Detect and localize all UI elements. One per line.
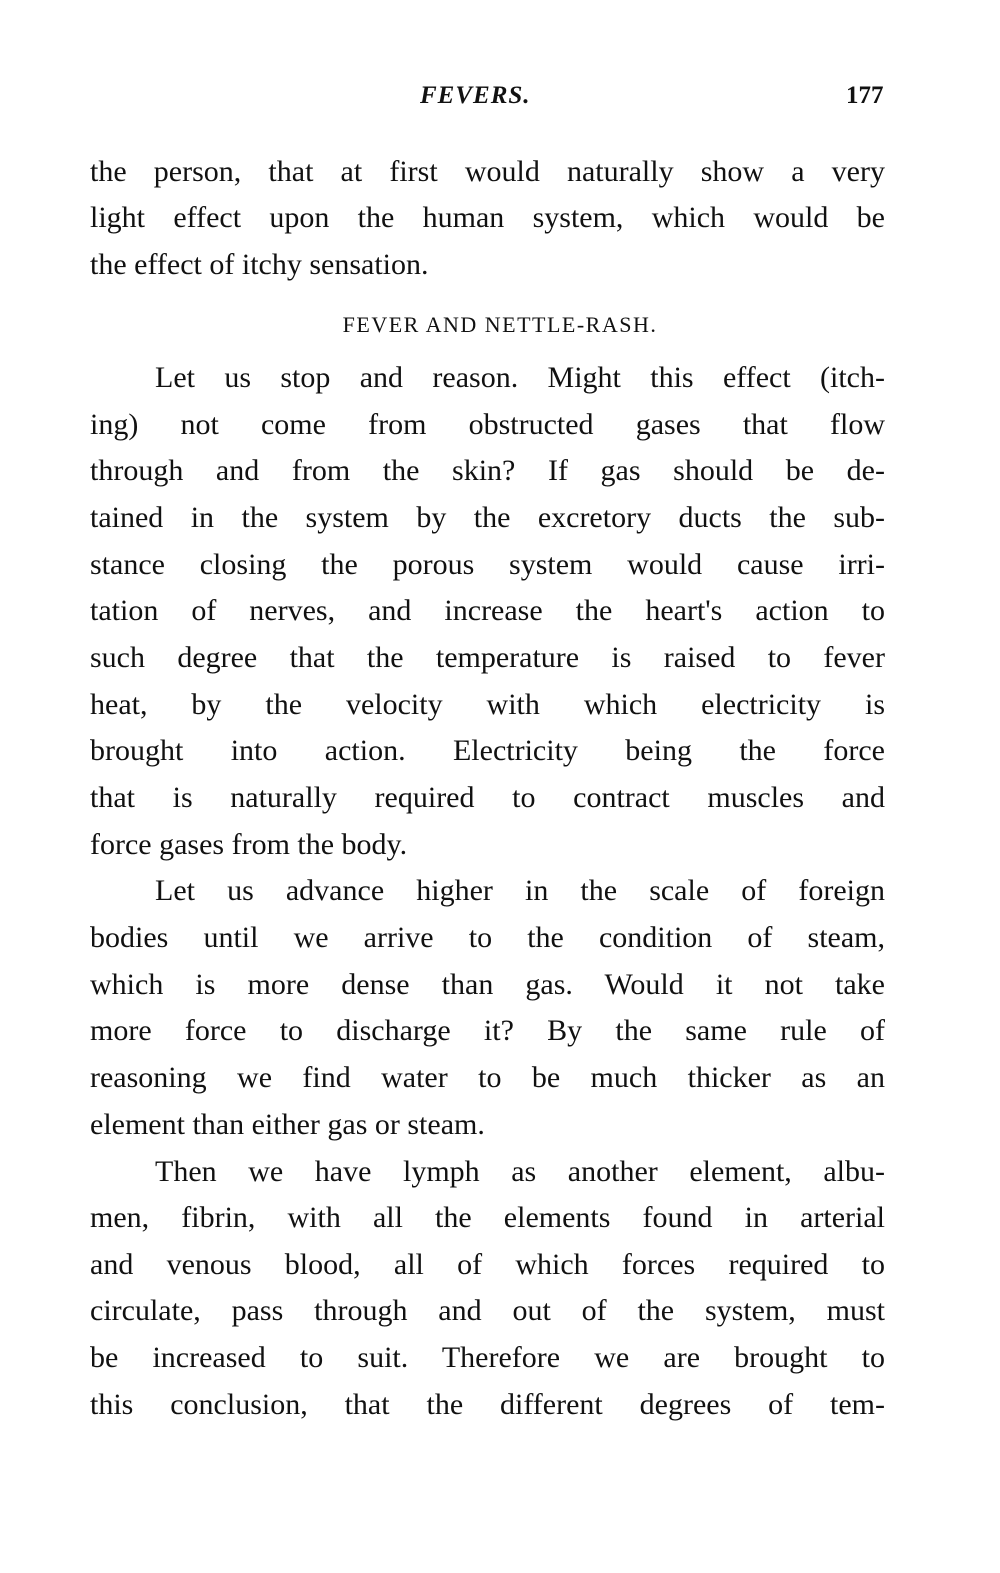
text-line: tained in the system by the excretory ducts the sub- bbox=[90, 501, 885, 534]
text-line: such degree that the temperature is raised to fever bbox=[90, 641, 885, 674]
text-line: element than either gas or steam. bbox=[90, 1108, 485, 1141]
text-line: this conclusion, that the different degrees of tem- bbox=[90, 1388, 885, 1421]
text-line: ing) not come from obstructed gases that flow bbox=[90, 408, 885, 441]
text-line: circulate, pass through and out of the system, must bbox=[90, 1294, 885, 1327]
text-line: brought into action. Electricity being the force bbox=[90, 734, 885, 767]
text-line: stance closing the porous system would cause irri- bbox=[90, 548, 885, 581]
text-line: bodies until we arrive to the condition of steam, bbox=[90, 921, 885, 954]
text-line: light effect upon the human system, which would be bbox=[90, 201, 885, 234]
text-line: force gases from the body. bbox=[90, 828, 408, 861]
running-head bbox=[0, 82, 1000, 122]
text-line: the effect of itchy sensation. bbox=[90, 248, 429, 281]
text-line: more force to discharge it? By the same rule of bbox=[90, 1014, 885, 1047]
section-heading: FEVER AND NETTLE-RASH. bbox=[342, 312, 658, 337]
text-line: men, fibrin, with all the elements found in arterial bbox=[90, 1201, 885, 1234]
text-line: the person, that at first would naturally show a very bbox=[90, 155, 885, 188]
text-line: Then we have lymph as another element, albu- bbox=[155, 1155, 885, 1188]
text-line: reasoning we find water to be much thicker as an bbox=[90, 1061, 885, 1094]
text-line: heat, by the velocity with which electricity is bbox=[90, 688, 885, 721]
text-line: and venous blood, all of which forces required to bbox=[90, 1248, 885, 1281]
text-line: through and from the skin? If gas should be de- bbox=[90, 454, 885, 487]
text-line: that is naturally required to contract muscles and bbox=[90, 781, 885, 814]
text-line: Let us advance higher in the scale of foreign bbox=[155, 874, 885, 907]
page-number: 177 bbox=[846, 82, 884, 109]
text-line: Let us stop and reason. Might this effect (itch- bbox=[155, 361, 885, 394]
running-title: FEVERS. bbox=[420, 82, 531, 109]
text-line: tation of nerves, and increase the heart's action to bbox=[90, 594, 885, 627]
text-line: which is more dense than gas. Would it not take bbox=[90, 968, 885, 1001]
text-line: be increased to suit. Therefore we are brought to bbox=[90, 1341, 885, 1374]
